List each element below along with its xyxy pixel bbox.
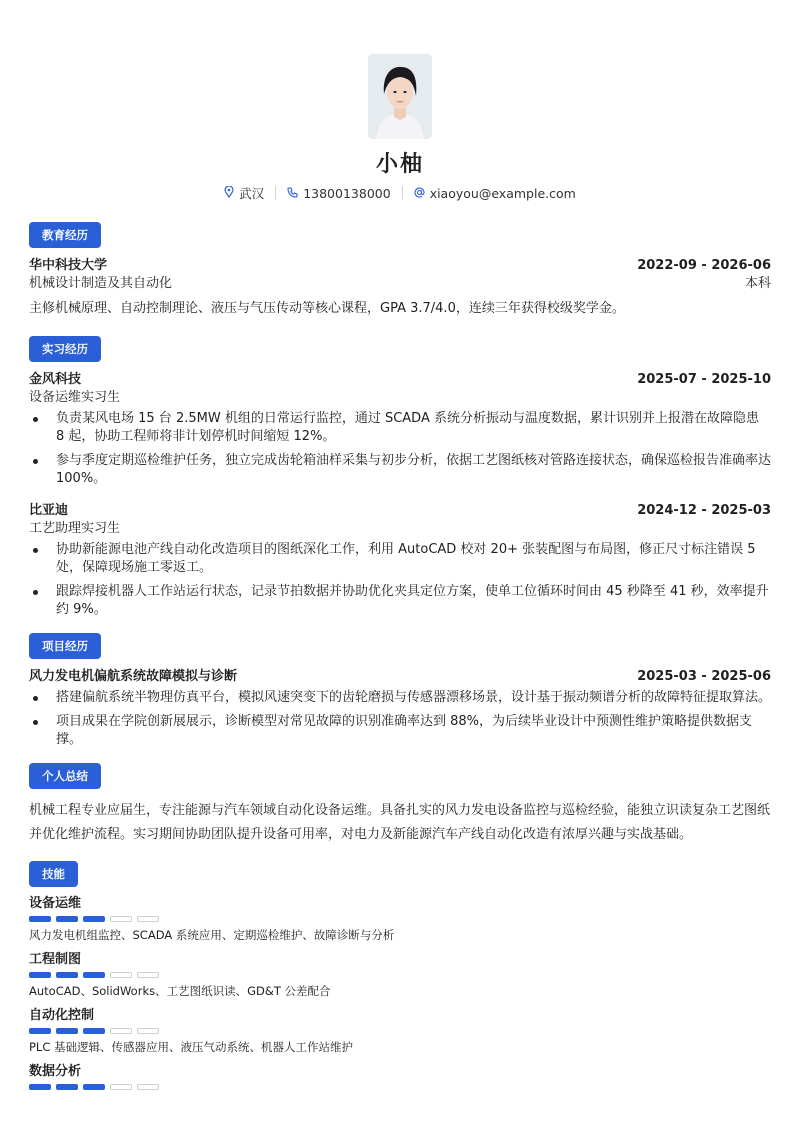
- list-item: 协助新能源电池产线自动化改造项目的图纸深化工作，利用 AutoCAD 校对 20+ 张装配图与布局图，修正尺寸标注错误 5 处，保障现场施工零返工。: [29, 541, 771, 577]
- skill-level-segment: [110, 1084, 132, 1090]
- contact-email-text: xiaoyou@example.com: [429, 185, 576, 201]
- education-entry: [29, 257, 771, 319]
- project-entry: [29, 668, 771, 749]
- profile-photo: [368, 54, 432, 139]
- skill-detail: PLC 基础逻辑、传感器应用、液压气动系统、机器人工作站维护: [29, 1040, 354, 1054]
- skill-name: 工程制图: [29, 952, 82, 967]
- education-description: 主修机械原理、自动控制理论、液压与气压传动等核心课程，GPA 3.7/4.0，连续三年获得校级奖学金。: [29, 301, 625, 316]
- skill-level-segment: [110, 916, 132, 922]
- job-bullets: [29, 410, 771, 488]
- skill-level-segment: [110, 1028, 132, 1034]
- skills-section: [29, 861, 771, 1090]
- section-heading-education: 教育经历: [29, 222, 101, 248]
- skill-level-segment: [29, 1084, 51, 1090]
- skill-name: 自动化控制: [29, 1008, 95, 1023]
- job-bullets: [29, 541, 771, 619]
- job-role: 设备运维实习生: [29, 390, 121, 405]
- section-heading-skills: 技能: [29, 861, 78, 887]
- skill-level-segment: [137, 1084, 159, 1090]
- skills-list: [29, 895, 771, 1090]
- skill-level-segment: [56, 972, 78, 978]
- skill-item: [29, 951, 771, 999]
- skill-item: [29, 1063, 771, 1090]
- major: 机械设计制造及其自动化: [29, 276, 173, 291]
- list-item: 项目成果在学院创新展展示，诊断模型对常见故障的识别准确率达到 88%，为后续毕业设计中预测性维护策略提供数据支撑。: [29, 713, 771, 749]
- location-pin-icon: [224, 186, 234, 200]
- skill-level: [29, 1084, 771, 1090]
- school-name: 华中科技大学: [29, 258, 108, 273]
- skill-level-segment: [137, 916, 159, 922]
- job-date: 2024-12 - 2025-03: [637, 503, 771, 518]
- section-heading-project: 项目经历: [29, 633, 101, 659]
- contact-location-text: 武汉: [239, 186, 265, 201]
- skill-level-segment: [29, 916, 51, 922]
- candidate-name: 小柚: [375, 152, 424, 177]
- skill-level-segment: [83, 1084, 105, 1090]
- job-entry: [29, 502, 771, 619]
- company-name: 金风科技: [29, 372, 82, 387]
- skill-name: 数据分析: [29, 1064, 82, 1079]
- skill-level-segment: [29, 972, 51, 978]
- skill-level-segment: [56, 916, 78, 922]
- project-date: 2025-03 - 2025-06: [637, 669, 771, 684]
- phone-icon: [287, 187, 298, 200]
- skill-item: [29, 1007, 771, 1055]
- education-date: 2022-09 - 2026-06: [637, 258, 771, 273]
- education-section: [29, 222, 771, 319]
- project-bullets: [29, 689, 771, 749]
- skill-level-segment: [137, 1028, 159, 1034]
- list-item: 跟踪焊接机器人工作站运行状态，记录节拍数据并协助优化夹具定位方案，使单工位循环时间由 45 秒降至 41 秒，效率提升约 9%。: [29, 583, 771, 619]
- job-date: 2025-07 - 2025-10: [637, 372, 771, 387]
- internship-section: [29, 336, 771, 619]
- skill-level: [29, 972, 771, 978]
- project-title: 风力发电机偏航系统故障模拟与诊断: [29, 669, 238, 684]
- job-role: 工艺助理实习生: [29, 521, 121, 536]
- contact-bar: [29, 184, 771, 202]
- section-heading-internship: 实习经历: [29, 336, 101, 362]
- contact-email[interactable]: [403, 186, 587, 201]
- degree: 本科: [744, 276, 771, 291]
- company-name: 比亚迪: [29, 503, 69, 518]
- contact-location: [213, 184, 275, 202]
- list-item: 搭建偏航系统半物理仿真平台，模拟风速突变下的齿轮磨损与传感器漂移场景，设计基于振动频谱分析的故障特征提取算法。: [29, 689, 771, 707]
- list-item: 参与季度定期巡检维护任务，独立完成齿轮箱油样采集与初步分析，依据工艺图纸核对管路连接状态，确保巡检报告准确率达 100%。: [29, 452, 771, 488]
- skill-detail: 风力发电机组监控、SCADA 系统应用、定期巡检维护、故障诊断与分析: [29, 928, 395, 942]
- project-section: [29, 633, 771, 749]
- job-entry: [29, 371, 771, 488]
- resume-header: [29, 0, 771, 202]
- skill-level-segment: [83, 1028, 105, 1034]
- skill-level-segment: [56, 1028, 78, 1034]
- list-item: 负责某风电场 15 台 2.5MW 机组的日常运行监控，通过 SCADA 系统分析振动与温度数据，累计识别并上报潜在故障隐患 8 起，协助工程师将非计划停机时间缩短 12%。: [29, 410, 771, 446]
- skill-level-segment: [83, 972, 105, 978]
- skill-level-segment: [56, 1084, 78, 1090]
- skill-level: [29, 1028, 771, 1034]
- skill-level: [29, 916, 771, 922]
- section-heading-summary: 个人总结: [29, 763, 101, 789]
- skill-level-segment: [110, 972, 132, 978]
- skill-name: 设备运维: [29, 896, 82, 911]
- skill-detail: AutoCAD、SolidWorks、工艺图纸识读、GD&T 公差配合: [29, 984, 331, 998]
- skill-level-segment: [83, 916, 105, 922]
- summary-text: 机械工程专业应届生，专注能源与汽车领域自动化设备运维。具备扎实的风力发电设备监控与巡检经验，能独立识读复杂工艺图纸并优化维护流程。实习期间协助团队提升设备可用率，对电力及新能源汽车产线自动化改造有浓厚兴趣与实战基础。: [29, 803, 771, 842]
- contact-phone-text: 13800138000: [303, 185, 391, 201]
- email-icon: [414, 187, 425, 200]
- summary-section: [29, 763, 771, 847]
- skill-level-segment: [29, 1028, 51, 1034]
- skill-level-segment: [137, 972, 159, 978]
- contact-phone[interactable]: [276, 186, 401, 201]
- skill-item: [29, 895, 771, 943]
